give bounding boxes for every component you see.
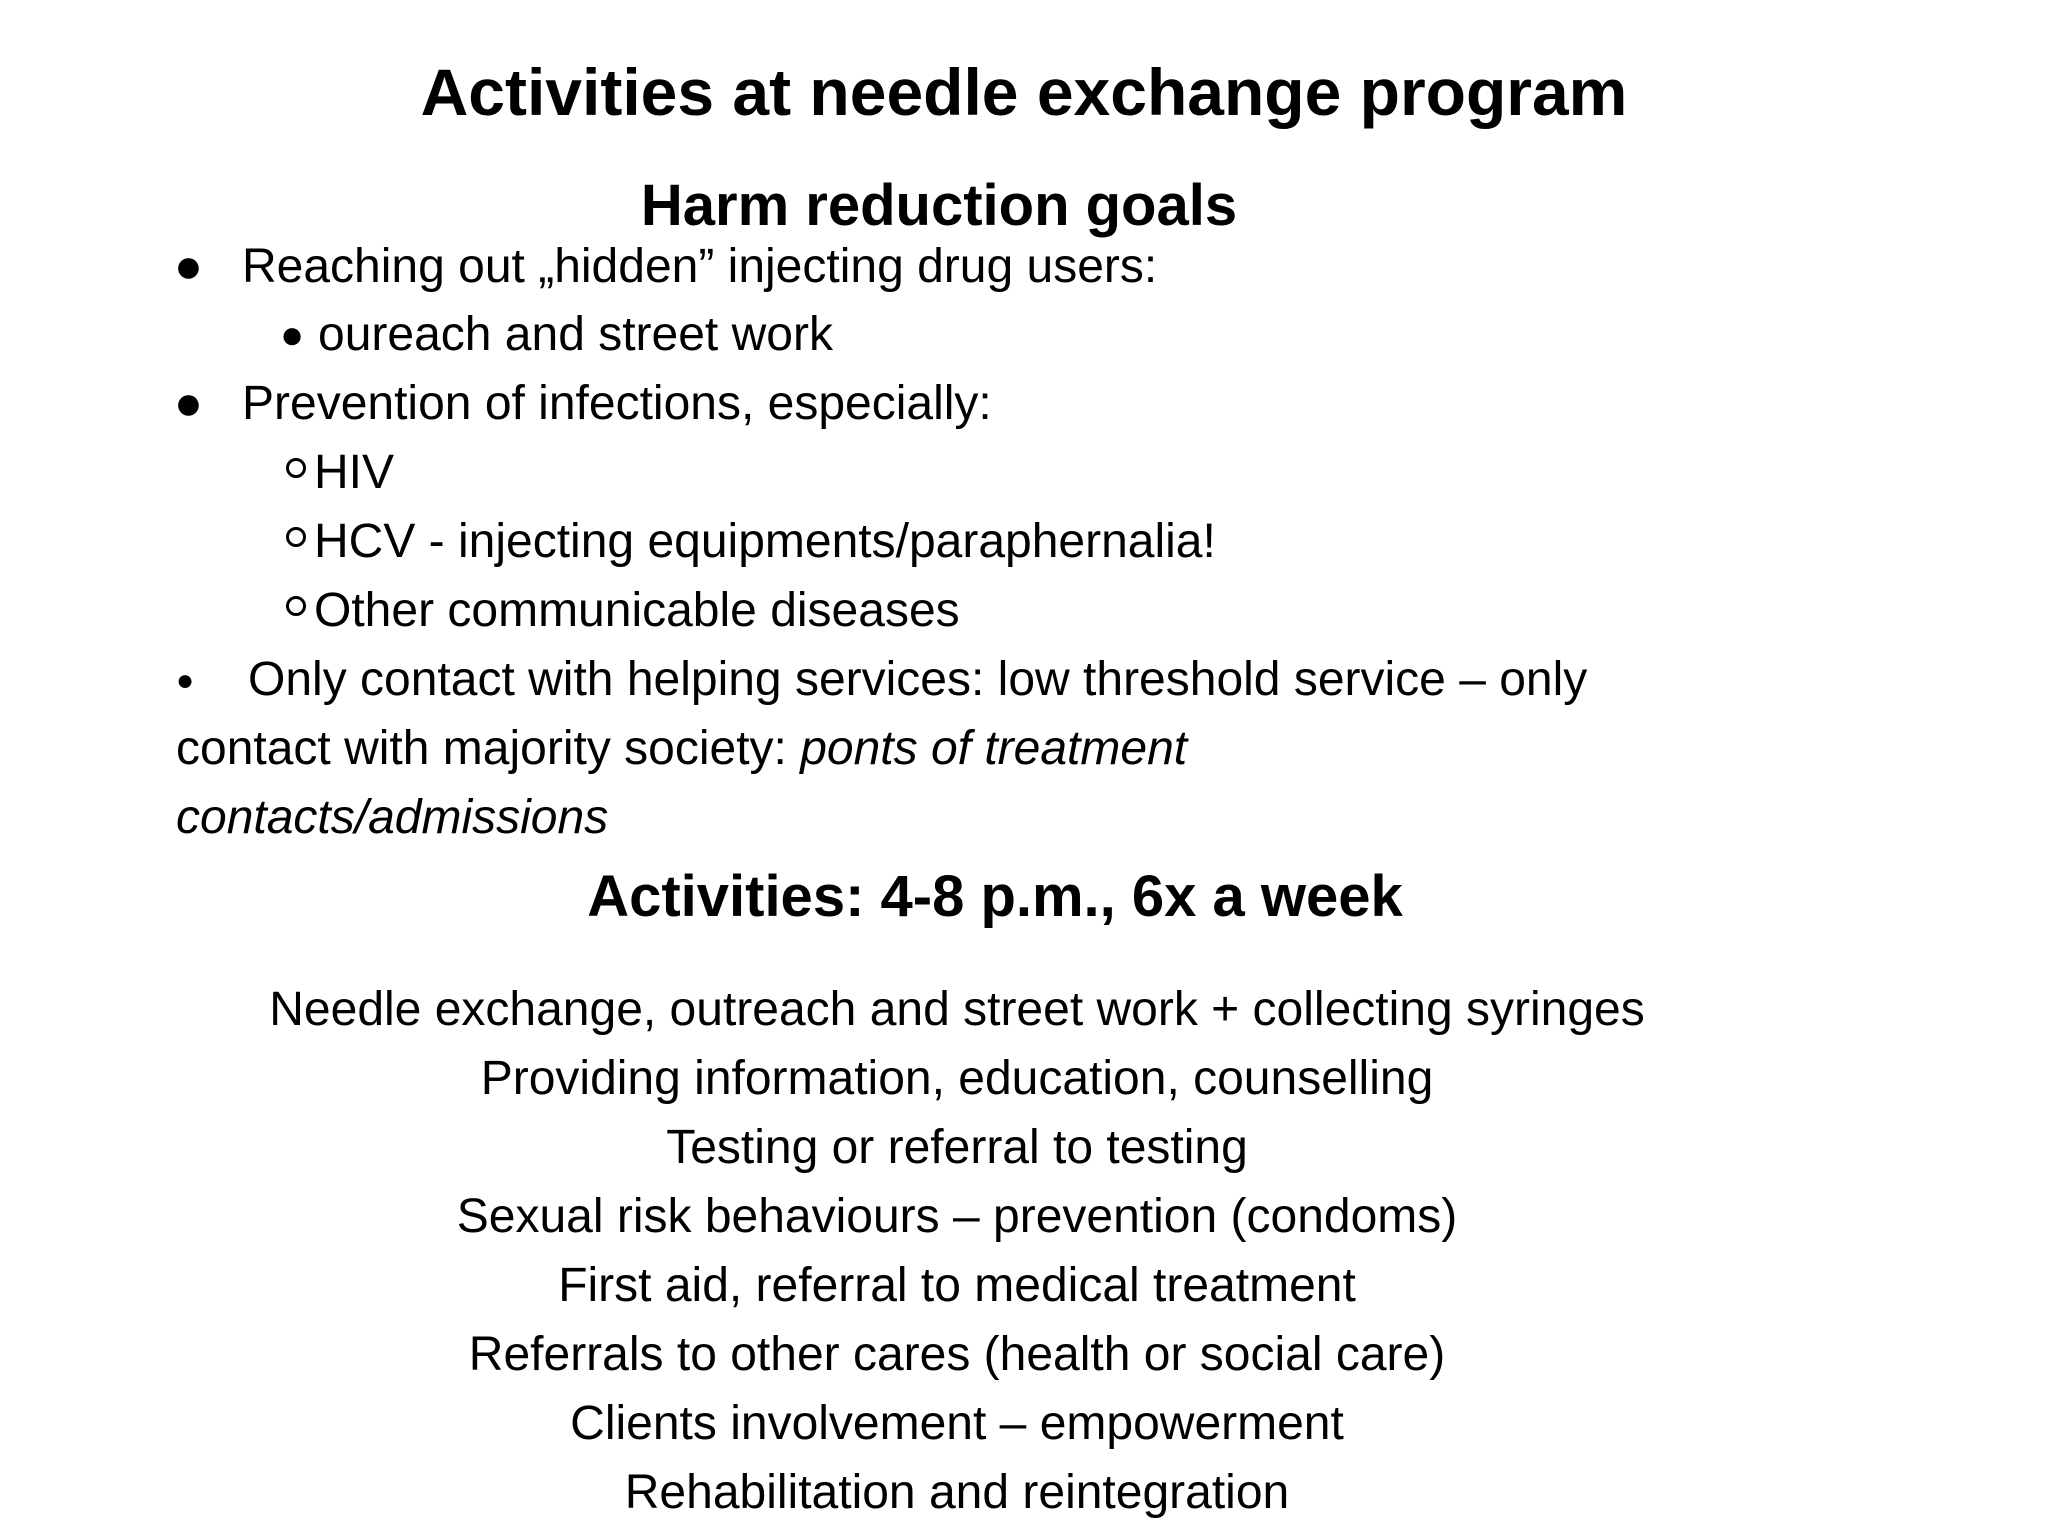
activity-item: Providing information, education, counselling (480, 1052, 1434, 1105)
goal-outreach-sub: oureach and street work (318, 308, 833, 361)
goals-heading: Harm reduction goals (640, 173, 1238, 238)
activity-item: Referrals to other cares (health or social care) (468, 1328, 1446, 1381)
activities-list (0, 975, 1914, 1527)
activity-item: First aid, referral to medical treatment (558, 1259, 1356, 1312)
circle-bullet-icon (286, 527, 306, 547)
goal-only-contact-line2-plain: contact with majority society: (176, 722, 801, 775)
slide-title: Activities at needle exchange program (420, 55, 1628, 129)
goal-sub-other: Other communicable diseases (314, 584, 960, 637)
bullet-dot-icon: ● (174, 377, 203, 430)
goal-only-contact-line2 (176, 719, 1187, 779)
goal-only-contact-line2-italic: ponts of treatment (800, 722, 1188, 775)
activity-item: Clients involvement – empowerment (570, 1397, 1344, 1450)
goal-reaching-out: Reaching out „hidden” injecting drug users: (242, 240, 1158, 293)
activity-item: Needle exchange, outreach and street work + collecting syringes (269, 983, 1645, 1036)
goal-sub-hiv: HIV (314, 446, 395, 499)
goal-only-contact-line1: Only contact with helping services: low threshold service – only (248, 653, 1588, 706)
goal-only-contact-line3: contacts/admissions (176, 791, 609, 844)
circle-bullet-icon (286, 596, 306, 616)
circle-bullet-icon (286, 458, 306, 478)
activity-item: Sexual risk behaviours – prevention (condoms) (456, 1190, 1458, 1243)
bullet-dot-icon: ● (174, 240, 203, 293)
sub-bullet-dot-icon: ● (280, 313, 305, 357)
activity-item: Testing or referral to testing (666, 1121, 1248, 1174)
goal-prevention: Prevention of infections, especially: (242, 377, 992, 430)
activity-item: Rehabilitation and reintegration (624, 1466, 1290, 1519)
activities-heading: Activities: 4-8 p.m., 6x a week (587, 864, 1403, 929)
small-bullet-dot-icon: ● (176, 664, 195, 697)
goal-sub-hcv: HCV - injecting equipments/paraphernalia! (314, 515, 1216, 568)
